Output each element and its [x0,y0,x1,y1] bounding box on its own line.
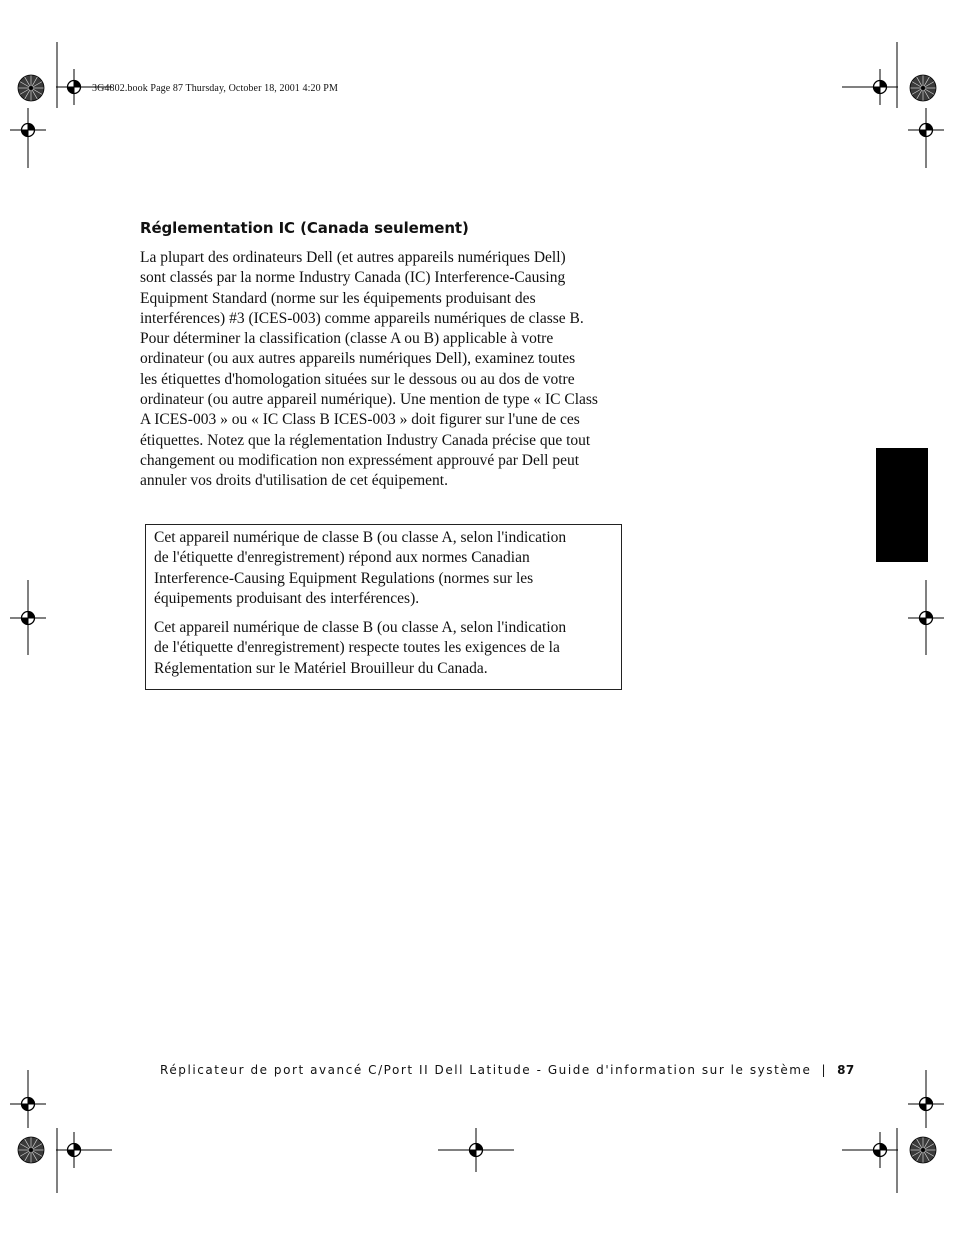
registration-target-icon [860,67,900,107]
text-line: Pour déterminer la classification (classe A ou B) applicable à votre [140,330,554,348]
page-footer [160,1063,855,1077]
text-line: Cet appareil numérique de classe B (ou classe A, selon l'indication [154,619,567,636]
notice-paragraph-french [154,618,566,679]
registration-target-icon [8,1084,48,1124]
registration-target-icon [906,110,946,150]
text-line: Cet appareil numérique de classe B (ou classe A, selon l'indication [154,529,567,546]
notice-box [145,524,622,690]
text-line: Equipment Standard (norme sur les équipements produisant des [140,289,536,307]
section-thumb-tab [876,448,928,562]
text-line: ordinateur (ou autre appareil numérique). Une mention de type « IC Class [140,391,598,409]
registration-target-icon [8,598,48,638]
text-line: annuler vos droits d'utilisation de cet équipement. [140,472,448,490]
registration-target-icon [54,1130,94,1170]
registration-target-icon [54,67,94,107]
text-line: les étiquettes d'homologation situées sur le dessous ou au dos de votre [140,370,575,388]
print-header: 3G4802.book Page 87 Thursday, October 18, 2001 4:20 PM [92,83,338,94]
footer-separator: | [821,1063,828,1077]
text-line: A ICES-003 » ou « IC Class B ICES-003 » doit figurer sur l'une de ces [140,411,580,429]
text-line: interférences) #3 (ICES-003) comme appareils numériques de classe B. [140,309,584,327]
registration-target-icon [456,1130,496,1170]
notice-paragraph-english [154,528,566,609]
registration-target-icon [906,1084,946,1124]
text-line: La plupart des ordinateurs Dell (et autres appareils numériques Dell) [140,249,566,266]
registration-target-icon [860,1130,900,1170]
registration-target-icon [906,598,946,638]
footer-title: Réplicateur de port avancé C/Port II Dell Latitude - Guide d'information sur le système [160,1063,812,1077]
text-line: changement ou modification non expressément approuvé par Dell peut [140,451,580,469]
text-line: Réglementation sur le Matériel Brouilleur du Canada. [154,659,488,677]
text-line: de l'étiquette d'enregistrement) répond aux normes Canadian [154,549,530,567]
section-heading: Réglementation IC (Canada seulement) [140,219,469,237]
text-line: équipements produisant des interférences). [154,589,420,607]
text-line: ordinateur (ou aux autres appareils numériques Dell), examinez toutes [140,350,576,368]
text-line: de l'étiquette d'enregistrement) respecte toutes les exigences de la [154,639,560,657]
page-number: 87 [837,1063,855,1077]
text-line: étiquettes. Notez que la réglementation Industry Canada précise que tout [140,431,591,449]
body-paragraph [140,248,630,492]
text-line: sont classés par la norme Industry Canada (IC) Interference-Causing [140,269,566,287]
color-bar-starburst-icon [17,74,45,102]
color-bar-starburst-icon [909,1136,937,1164]
color-bar-starburst-icon [17,1136,45,1164]
color-bar-starburst-icon [909,74,937,102]
registration-target-icon [8,110,48,150]
text-line: Interference-Causing Equipment Regulations (normes sur les [154,569,534,587]
